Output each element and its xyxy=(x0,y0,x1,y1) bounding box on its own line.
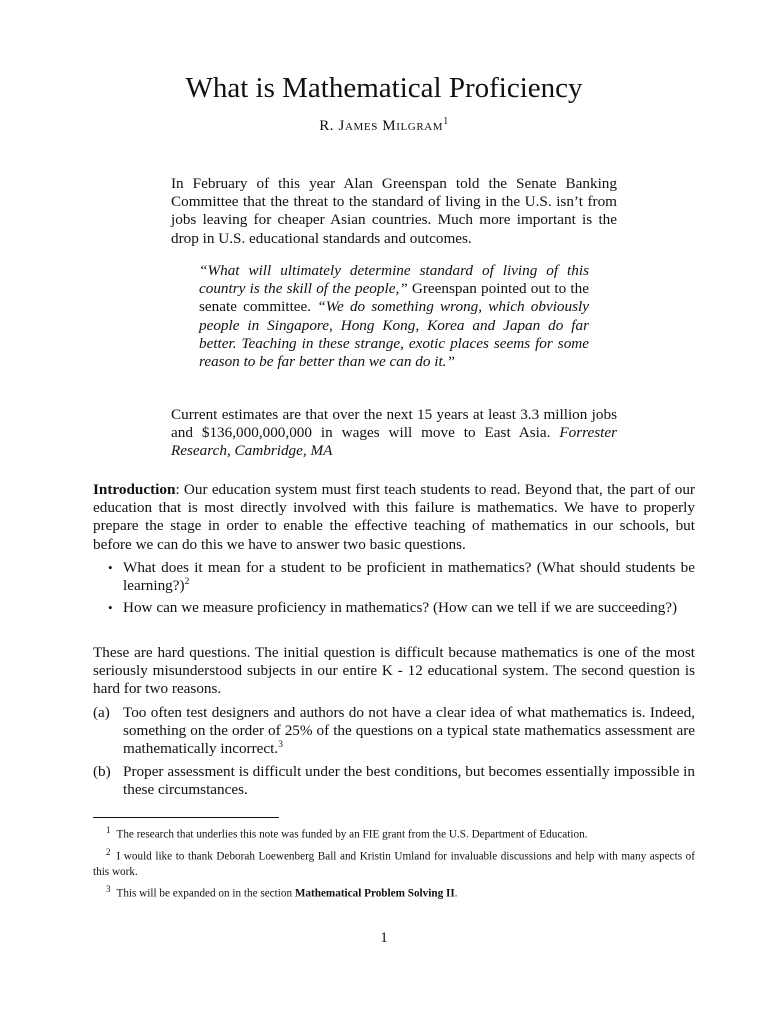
reason-text: Proper assessment is difficult under the best conditions, but becomes essentially impossible in these circumstances. xyxy=(123,762,695,798)
reasons-list xyxy=(93,704,695,803)
epigraph-intro: In February of this year Alan Greenspan told the Senate Banking Committee that the threat to the standard of living in the U.S. isn’t from jobs leaving for cheaper Asian countries. Much more important is the drop in U.S. educational standards and outcomes. xyxy=(171,175,617,247)
epigraph-quote xyxy=(199,262,589,371)
author-name: R. James Milgram xyxy=(319,118,444,134)
reason-text: Too often test designers and authors do not have a clear idea of what mathematics is. Indeed, something on the order of 25% of the questions on a typical state mathematics assessment are mathematically incorrect. xyxy=(123,704,695,758)
footnote-text-end: . xyxy=(454,888,458,901)
introduction-paragraph xyxy=(93,481,695,554)
section-reference: Mathematical Problem Solving II xyxy=(294,888,455,901)
list-item xyxy=(93,704,695,759)
footnote-number: 2 xyxy=(106,846,111,857)
list-item xyxy=(93,559,695,595)
footnote-mark: 3 xyxy=(278,740,283,751)
footnotes xyxy=(93,822,695,903)
paper-title: What is Mathematical Proficiency xyxy=(185,72,583,104)
footnote-number: 1 xyxy=(106,825,111,835)
list-item xyxy=(93,599,695,617)
stats-source: Forrester Research, Cambridge, MA xyxy=(171,424,617,460)
author-footnote-mark: 1 xyxy=(443,116,449,127)
hard-questions-paragraph: These are hard questions. The initial question is difficult because mathematics is one of the most seriously misunderstood subjects in our entire K - 12 educational system. The second question is hard for two reasons. xyxy=(93,644,695,698)
footnote xyxy=(93,822,695,843)
quote-part-1: “What will ultimately determine standard of living of this country is the skill of the people,” xyxy=(199,262,589,298)
question-text: What does it mean for a student to be proficient in mathematics? (What should students be learning?) xyxy=(123,559,695,595)
footnote-text: The research that underlies this note was funded by an FIE grant from the U.S. Department of Education. xyxy=(116,828,588,841)
page-number: 1 xyxy=(380,930,388,946)
stats-text: Current estimates are that over the next 15 years at least 3.3 million jobs and $136,000,000,000 in wages will move to East Asia. xyxy=(171,406,617,442)
quote-part-3: “We do something wrong, which obviously people in Singapore, Hong Kong, Korea and Japan do far better. Teaching in these strange, exotic places seems for some reason to be far better than we can do it.” xyxy=(199,298,589,371)
footnote-number: 3 xyxy=(106,884,111,895)
epigraph-stats xyxy=(171,406,617,461)
bullet-icon: • xyxy=(108,560,113,575)
list-item xyxy=(93,763,695,799)
introduction-heading: Introduction xyxy=(93,481,176,498)
footnote-text: This will be expanded on in the section xyxy=(116,888,295,901)
bullet-icon: • xyxy=(108,600,113,616)
footnote-divider xyxy=(93,817,279,818)
footnote-text: I would like to thank Deborah Loewenberg Ball and Kristin Umland for invaluable discussions and help with many aspects of this work. xyxy=(93,850,695,879)
introduction-text: : Our education system must first teach students to read. Beyond that, the part of our education that is most directly involved with this failure is mathematics. We have to properly prepare the stage in order to enable the effective teaching of mathematics in our schools, but before we can do this we have to answer two basic questions. xyxy=(93,481,695,553)
enum-label: (b) xyxy=(93,762,111,780)
footnote-mark: 2 xyxy=(184,577,190,588)
questions-list xyxy=(93,559,695,622)
quote-part-2: Greenspan pointed out to the senate committee. xyxy=(199,280,589,316)
footnote xyxy=(93,881,695,902)
footnote xyxy=(93,844,695,881)
enum-label: (a) xyxy=(93,704,110,721)
question-text: How can we measure proficiency in mathematics? (How can we tell if we are succeeding?) xyxy=(123,599,678,617)
author-line xyxy=(0,113,768,135)
